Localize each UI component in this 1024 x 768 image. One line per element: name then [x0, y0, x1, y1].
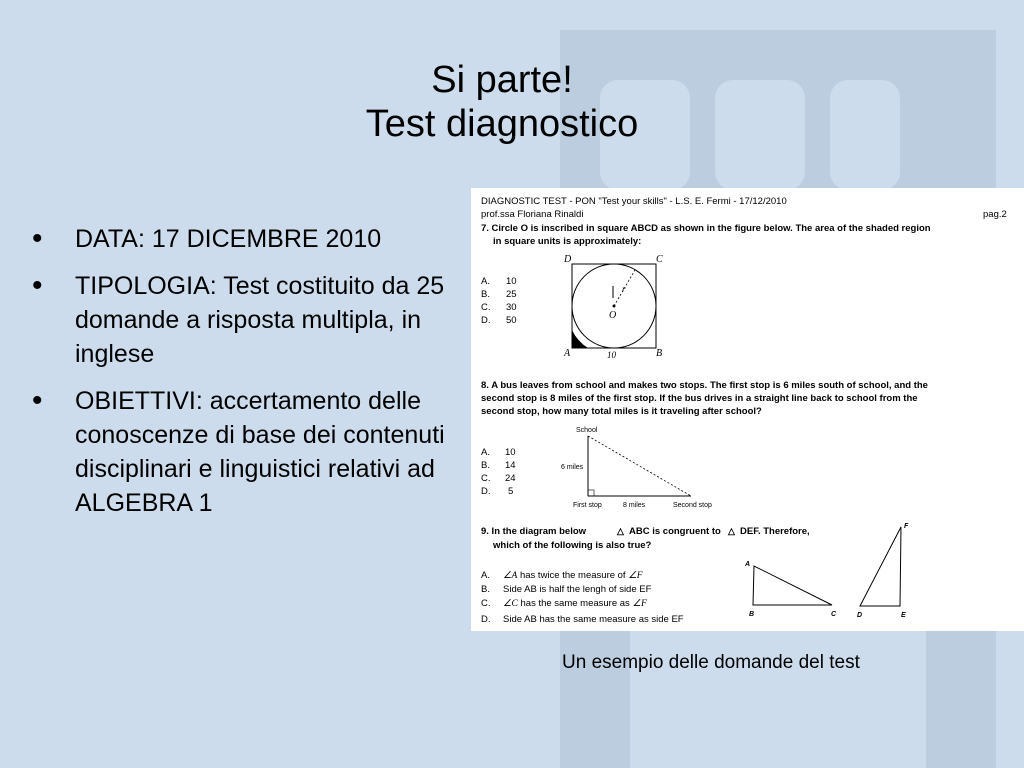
option-letter: A. — [481, 276, 490, 287]
doc-page: pag.2 — [983, 209, 1007, 220]
bullet-text: DATA: 17 DICEMBRE 2010 — [75, 225, 382, 253]
label-c: C — [831, 611, 837, 618]
q7-text-line2: in square units is approximately: — [493, 236, 642, 247]
q8-text-line2: second stop is 8 miles of the first stop. If the bus drives in a straight line back to school from the — [481, 393, 918, 404]
angle-a: ∠A — [503, 571, 518, 581]
label-f: F — [904, 523, 909, 530]
option-letter: C. — [481, 598, 491, 609]
option-value: 10 — [505, 447, 516, 458]
q9-text-part1: 9. In the diagram below — [481, 526, 587, 537]
bullet-list — [30, 222, 460, 533]
angle-f: ∠F — [632, 599, 647, 609]
bullet-text: OBIETTIVI: accertamento delle conoscenze di base dei contenuti disciplinari e linguistici relativi ad ALGEBRA 1 — [75, 387, 445, 517]
option-c-text — [503, 598, 647, 609]
option-letter: B. — [481, 584, 490, 595]
option-text: Side AB is half the lengh of side EF — [503, 584, 652, 595]
option-value: 24 — [505, 473, 516, 484]
label-b: B — [656, 348, 663, 359]
image-caption: Un esempio delle domande del test — [562, 652, 860, 673]
label-b: B — [749, 611, 755, 618]
option-letter: B. — [481, 460, 490, 471]
title-line-1: Si parte! — [431, 59, 573, 101]
q8-text-line1: 8. A bus leaves from school and makes two stops. The first stop is 6 miles south of school, and the — [481, 380, 928, 391]
option-value: 14 — [505, 460, 516, 471]
label-side: 10 — [607, 350, 616, 360]
q9-text-line2: which of the following is also true? — [493, 540, 652, 551]
bullet-item — [30, 269, 460, 371]
option-letter: D. — [481, 614, 491, 625]
label-a: A — [745, 561, 751, 568]
q9-text-part3: DEF. Therefore, — [740, 526, 810, 537]
option-letter: C. — [481, 302, 491, 313]
q8-text-line3: second stop, how many total miles is it traveling after school? — [481, 406, 762, 417]
doc-teacher: prof.ssa Floriana Rinaldi — [481, 209, 584, 220]
q9-text-part2: ABC is congruent to — [629, 526, 721, 537]
option-letter: A. — [481, 570, 490, 581]
test-sample-image — [471, 188, 1024, 631]
label-d: D — [564, 254, 572, 265]
bullet-item — [30, 384, 460, 520]
label-e: E — [901, 612, 906, 619]
bullet-text: TIPOLOGIA: Test costituito da 25 domande a risposta multipla, in inglese — [75, 272, 445, 368]
option-letter: D. — [481, 315, 491, 326]
option-text: Side AB has the same measure as side EF — [503, 614, 684, 625]
option-value: 25 — [506, 289, 517, 300]
angle-f: ∠F — [628, 571, 643, 581]
option-letter: C. — [481, 473, 491, 484]
doc-header: DIAGNOSTIC TEST - PON "Test your skills" - L.S. E. Fermi - 17/12/2010 — [481, 196, 787, 207]
option-value: 30 — [506, 302, 517, 313]
triangle-icon: △ — [728, 526, 735, 536]
option-value: 50 — [506, 315, 517, 326]
slide-title — [0, 58, 1004, 146]
label-6-miles: 6 miles — [561, 464, 584, 471]
bullet-icon: • — [32, 269, 43, 302]
q7-text-line1: 7. Circle O is inscribed in square ABCD as shown in the figure below. The area of the shaded region — [481, 223, 931, 234]
label-r: r — [622, 284, 626, 294]
bullet-icon: • — [32, 222, 43, 255]
label-second-stop: Second stop — [673, 502, 712, 509]
bullet-item — [30, 222, 460, 256]
option-value: 10 — [506, 276, 517, 287]
option-letter: A. — [481, 447, 490, 458]
angle-c: ∠C — [503, 599, 518, 609]
option-text: has twice the measure of — [517, 570, 629, 581]
option-a-text — [503, 570, 643, 581]
option-letter: B. — [481, 289, 490, 300]
option-value: 5 — [508, 486, 514, 497]
option-text: has the same measure as — [517, 598, 633, 609]
label-a: A — [564, 348, 571, 359]
label-d: D — [857, 612, 863, 619]
label-c: C — [656, 254, 663, 265]
label-o: O — [609, 310, 617, 321]
label-school: School — [576, 427, 598, 434]
triangle-icon: △ — [617, 526, 624, 536]
label-first-stop: First stop — [573, 502, 602, 509]
option-letter: D. — [481, 486, 491, 497]
bullet-icon: • — [32, 384, 43, 417]
title-line-2: Test diagnostico — [365, 103, 639, 145]
label-8-miles: 8 miles — [623, 502, 646, 509]
